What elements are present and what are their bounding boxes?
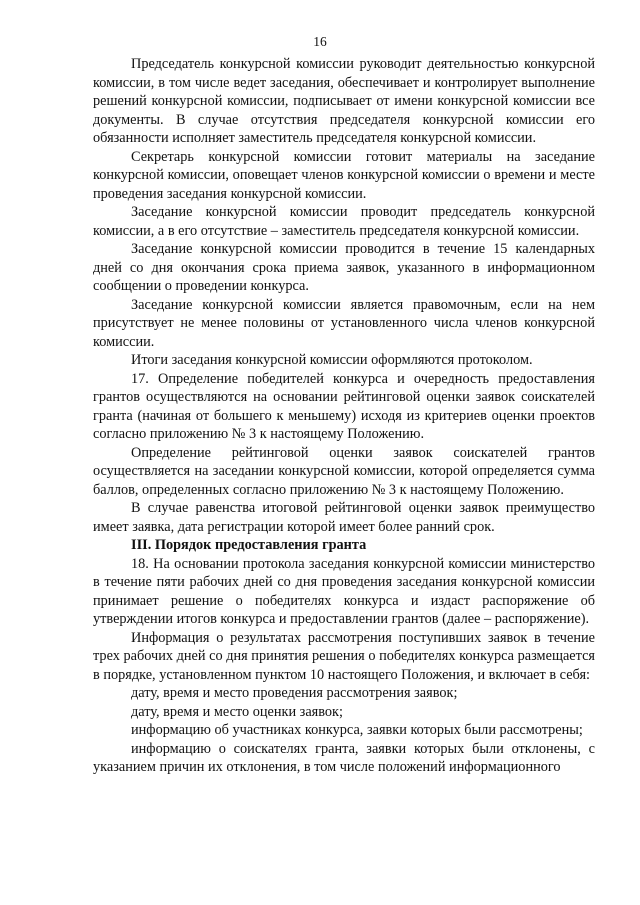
paragraph-chairman-duties: Председатель конкурсной комиссии руководит деятельностью конкурсной комиссии, в том числе ведет заседания, обеспечивает и контролирует выполнение решений конкурсной комиссии, подписывает от имени конкурсной комиссии все документы. В случае отсутствия председателя конкурсной комиссии его обязанности исполняет заместитель председателя конкурсной комиссии. [93, 56, 595, 146]
list-item: дату, время и место оценки заявок; [131, 703, 343, 720]
paragraph-clause-18: 18. На основании протокола заседания конкурсной комиссии министерство в течение пяти рабочих дней со дня проведения заседания конкурсной комиссии принимает решение о победителях конкурса и издаст распоряжение об утверждении итогов конкурса и предоставлении грантов (далее – распоряжение). [93, 555, 595, 627]
paragraph-results-info: Информация о результатах рассмотрения поступивших заявок в течение трех рабочих дней со дня принятия решения о победителях конкурса размещается в порядке, установленном пунктом 10 настоящего Положения, и включает в себя: [93, 629, 595, 683]
page-number: 16 [313, 34, 327, 49]
paragraph-tie-rule: В случае равенства итоговой рейтинговой оценки заявок преимущество имеет заявка, дата регистрации которой имеет более ранний срок. [93, 500, 595, 535]
list-item: информацию об участниках конкурса, заявки которых были рассмотрены; [131, 722, 583, 738]
list-item: информацию о соискателях гранта, заявки которых были отклонены, с указанием причин их отклонения, в том числе положений информационного [93, 740, 595, 775]
document-body [93, 55, 595, 777]
paragraph-meeting-chair: Заседание конкурсной комиссии проводит председатель конкурсной комиссии, а в его отсутствие – заместитель председателя конкурсной комиссии. [93, 204, 595, 239]
paragraph-rating-evaluation: Определение рейтинговой оценки заявок соискателей грантов осуществляется на заседании конкурсной комиссии, которой определяется сумма баллов, определенных согласно приложению № 3 к настоящему Положению. [93, 444, 595, 498]
section-heading: III. Порядок предоставления гранта [131, 537, 367, 553]
paragraph-protocol: Итоги заседания конкурсной комиссии оформляются протоколом. [131, 352, 533, 368]
paragraph-meeting-timing: Заседание конкурсной комиссии проводится в течение 15 календарных дней со дня окончания срока приема заявок, указанного в информационном сообщении о проведении конкурса. [93, 241, 595, 294]
paragraph-secretary-duties: Секретарь конкурсной комиссии готовит материалы на заседание конкурсной комиссии, оповещает членов конкурсной комиссии о времени и месте проведения заседания конкурсной комиссии. [93, 148, 595, 202]
paragraph-clause-17: 17. Определение победителей конкурса и очередность предоставления грантов осуществляются на основании рейтинговой оценки заявок соискателей гранта (начиная от большего к меньшему) исходя из критериев оценки проектов согласно приложению № 3 к настоящему Положению. [93, 370, 595, 442]
paragraph-quorum: Заседание конкурсной комиссии является правомочным, если на нем присутствует не менее половины от установленного числа членов конкурсной комиссии. [93, 296, 595, 350]
list-item: дату, время и место проведения рассмотрения заявок; [131, 685, 458, 701]
